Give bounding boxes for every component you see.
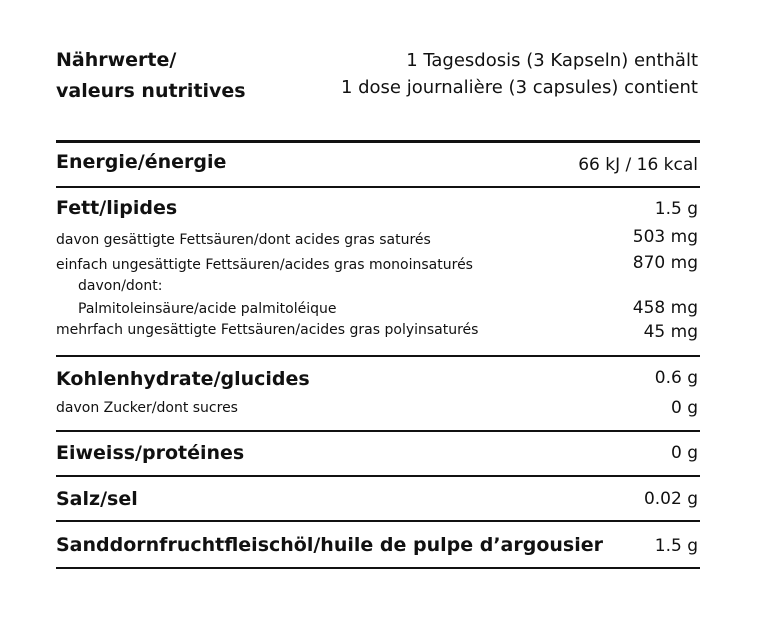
of-which-label: davon/dont: [78,278,163,294]
sea-buckthorn-oil-label: Sanddornfruchtfleischöl/huile de pulpe d’argousier [56,534,603,556]
polyunsaturated-fat-label: mehrfach ungesättigte Fettsäuren/acides gras polyinsaturés [56,322,479,338]
divider-carbs [56,430,700,432]
divider-protein [56,475,700,477]
fat-label: Fett/lipides [56,197,178,219]
serving-size-line1: 1 Tagesdosis (3 Kapseln) enthält [406,50,698,71]
sugars-value: 0 g [670,398,698,418]
energy-value: 66 kJ / 16 kcal [578,155,698,175]
saturated-fat-label: davon gesättigte Fettsäuren/dont acides gras saturés [56,232,431,248]
energy-label: Energie/énergie [56,151,227,173]
sea-buckthorn-oil-value: 1.5 g [654,536,698,556]
bottom-divider [56,567,700,569]
serving-size-line2: 1 dose journalière (3 capsules) contient [340,77,698,98]
monounsaturated-fat-label: einfach ungesättigte Fettsäuren/acides gras monoinsaturés [56,257,473,273]
palmitoleic-acid-label: Palmitoleinsäure/acide palmitoléique [78,301,337,317]
table-title-line2: valeurs nutritives [56,80,246,102]
fat-value: 1.5 g [654,199,698,219]
divider-energy [56,186,700,188]
header-divider [56,140,700,143]
protein-label: Eiweiss/protéines [56,442,245,464]
divider-salt [56,520,700,522]
saturated-fat-value: 503 mg [632,227,698,247]
divider-fat [56,355,700,357]
carbohydrates-value: 0.6 g [654,368,698,388]
polyunsaturated-fat-value: 45 mg [643,322,698,342]
sugars-label: davon Zucker/dont sucres [56,400,238,416]
palmitoleic-acid-value: 458 mg [632,298,698,318]
table-title-line1: Nährwerte/ [56,49,177,71]
protein-value: 0 g [670,443,698,463]
carbohydrates-label: Kohlenhydrate/glucides [56,368,310,390]
monounsaturated-fat-value: 870 mg [632,253,698,273]
salt-value: 0.02 g [643,489,698,509]
salt-label: Salz/sel [56,488,138,510]
